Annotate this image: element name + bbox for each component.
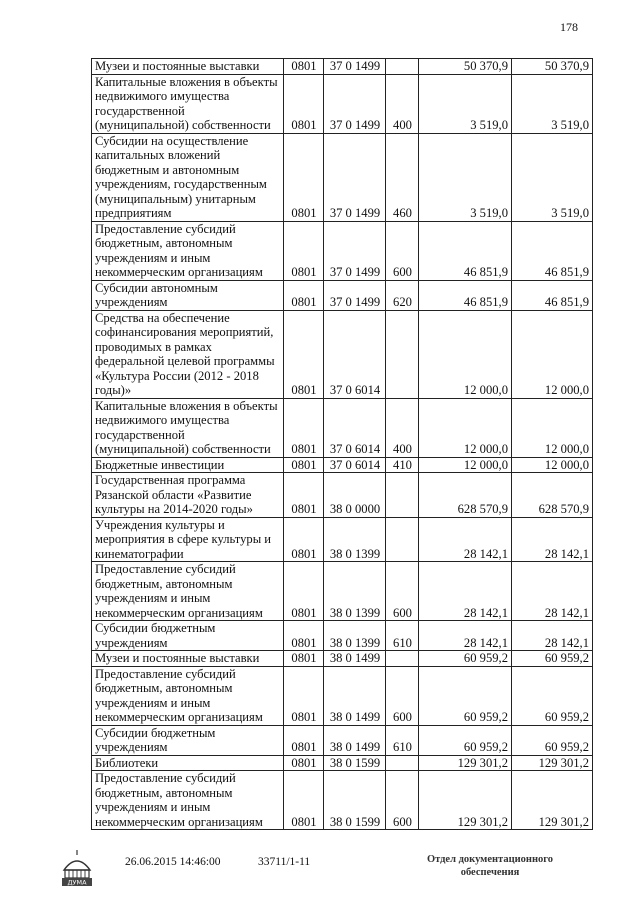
row-article-cell: 38 0 1399	[324, 517, 386, 562]
row-section-cell: 0801	[284, 133, 324, 221]
footer-department: Отдел документационного обеспечения	[426, 854, 554, 878]
duma-logo-text: ДУМА	[67, 878, 87, 887]
row-name-cell: Бюджетные инвестиции	[92, 457, 284, 473]
row-article-cell: 38 0 0000	[324, 473, 386, 518]
row-section-cell: 0801	[284, 725, 324, 755]
row-type-cell: 620	[386, 280, 419, 310]
table-row	[92, 562, 593, 621]
row-article-cell: 37 0 6014	[324, 310, 386, 398]
row-type-cell: 600	[386, 666, 419, 725]
row-section-cell: 0801	[284, 310, 324, 398]
row-sum-2-cell: 28 142,1	[512, 621, 593, 651]
row-section-cell: 0801	[284, 771, 324, 830]
row-sum-2-cell: 46 851,9	[512, 221, 593, 280]
row-section-cell: 0801	[284, 651, 324, 667]
table-row	[92, 280, 593, 310]
row-sum-2-cell: 12 000,0	[512, 398, 593, 457]
row-section-cell: 0801	[284, 755, 324, 771]
row-sum-2-cell: 129 301,2	[512, 755, 593, 771]
row-sum-2-cell: 60 959,2	[512, 651, 593, 667]
row-name-cell: Средства на обеспечение софинансирования мероприятий, проводимых в рамках федеральной целевой программы «Культура России (2012 - 2018 годы)»	[92, 310, 284, 398]
row-type-cell	[386, 755, 419, 771]
row-sum-2-cell: 12 000,0	[512, 310, 593, 398]
footer-doc-number: 33711/1-11	[258, 856, 311, 868]
row-sum-2-cell: 12 000,0	[512, 457, 593, 473]
row-section-cell: 0801	[284, 221, 324, 280]
row-article-cell: 37 0 6014	[324, 398, 386, 457]
row-sum-2-cell: 129 301,2	[512, 771, 593, 830]
row-section-cell: 0801	[284, 74, 324, 133]
row-section-cell: 0801	[284, 621, 324, 651]
table-row	[92, 473, 593, 518]
row-type-cell: 460	[386, 133, 419, 221]
row-sum-1-cell: 628 570,9	[419, 473, 512, 518]
row-article-cell: 37 0 1499	[324, 221, 386, 280]
row-sum-2-cell: 60 959,2	[512, 666, 593, 725]
row-section-cell: 0801	[284, 517, 324, 562]
table-row	[92, 59, 593, 75]
row-article-cell: 37 0 1499	[324, 280, 386, 310]
row-type-cell: 400	[386, 398, 419, 457]
row-name-cell: Субсидии бюджетным учреждениям	[92, 621, 284, 651]
duma-logo	[56, 846, 98, 888]
row-type-cell: 600	[386, 221, 419, 280]
row-sum-1-cell: 12 000,0	[419, 457, 512, 473]
table-row	[92, 133, 593, 221]
table-row	[92, 221, 593, 280]
row-article-cell: 38 0 1399	[324, 621, 386, 651]
row-name-cell: Предоставление субсидий бюджетным, автономным учреждениям и иным некоммерческим организациям	[92, 562, 284, 621]
row-name-cell: Государственная программа Рязанской области «Развитие культуры на 2014-2020 годы»	[92, 473, 284, 518]
table-row	[92, 621, 593, 651]
row-article-cell: 37 0 1499	[324, 133, 386, 221]
table-row	[92, 755, 593, 771]
row-sum-2-cell: 628 570,9	[512, 473, 593, 518]
row-section-cell: 0801	[284, 398, 324, 457]
table-row	[92, 725, 593, 755]
row-name-cell: Предоставление субсидий бюджетным, автономным учреждениям и иным некоммерческим организациям	[92, 221, 284, 280]
row-type-cell: 610	[386, 621, 419, 651]
row-sum-2-cell: 28 142,1	[512, 517, 593, 562]
table-row	[92, 666, 593, 725]
row-name-cell: Музеи и постоянные выставки	[92, 651, 284, 667]
row-article-cell: 38 0 1499	[324, 666, 386, 725]
row-sum-2-cell: 60 959,2	[512, 725, 593, 755]
row-name-cell: Предоставление субсидий бюджетным, автономным учреждениям и иным некоммерческим организациям	[92, 666, 284, 725]
row-article-cell: 38 0 1499	[324, 725, 386, 755]
row-sum-1-cell: 129 301,2	[419, 755, 512, 771]
row-type-cell: 600	[386, 771, 419, 830]
row-name-cell: Предоставление субсидий бюджетным, автономным учреждениям и иным некоммерческим организациям	[92, 771, 284, 830]
table-row	[92, 771, 593, 830]
row-article-cell: 38 0 1599	[324, 771, 386, 830]
row-type-cell: 400	[386, 74, 419, 133]
row-sum-1-cell: 3 519,0	[419, 133, 512, 221]
row-sum-1-cell: 28 142,1	[419, 621, 512, 651]
row-article-cell: 37 0 1499	[324, 59, 386, 75]
row-type-cell: 410	[386, 457, 419, 473]
row-type-cell	[386, 517, 419, 562]
row-name-cell: Субсидии автономным учреждениям	[92, 280, 284, 310]
row-name-cell: Капитальные вложения в объекты недвижимого имущества государственной (муниципальной) собственности	[92, 398, 284, 457]
row-name-cell: Учреждения культуры и мероприятия в сфере культуры и кинематографии	[92, 517, 284, 562]
budget-table	[91, 58, 593, 830]
row-name-cell: Библиотеки	[92, 755, 284, 771]
row-section-cell: 0801	[284, 280, 324, 310]
row-sum-1-cell: 12 000,0	[419, 398, 512, 457]
row-name-cell: Музеи и постоянные выставки	[92, 59, 284, 75]
row-section-cell: 0801	[284, 562, 324, 621]
row-name-cell: Капитальные вложения в объекты недвижимого имущества государственной (муниципальной) собственности	[92, 74, 284, 133]
row-section-cell: 0801	[284, 457, 324, 473]
row-sum-1-cell: 28 142,1	[419, 517, 512, 562]
table-row	[92, 74, 593, 133]
row-section-cell: 0801	[284, 666, 324, 725]
row-section-cell: 0801	[284, 59, 324, 75]
table-row	[92, 517, 593, 562]
row-article-cell: 38 0 1599	[324, 755, 386, 771]
row-sum-1-cell: 3 519,0	[419, 74, 512, 133]
row-type-cell	[386, 310, 419, 398]
row-type-cell: 600	[386, 562, 419, 621]
footer-timestamp: 26.06.2015 14:46:00	[125, 856, 221, 868]
table-row	[92, 310, 593, 398]
row-sum-2-cell: 3 519,0	[512, 74, 593, 133]
row-sum-1-cell: 60 959,2	[419, 725, 512, 755]
row-sum-2-cell: 46 851,9	[512, 280, 593, 310]
row-type-cell	[386, 59, 419, 75]
table-row	[92, 457, 593, 473]
row-sum-2-cell: 3 519,0	[512, 133, 593, 221]
row-type-cell	[386, 473, 419, 518]
row-sum-1-cell: 50 370,9	[419, 59, 512, 75]
row-article-cell: 37 0 1499	[324, 74, 386, 133]
row-article-cell: 37 0 6014	[324, 457, 386, 473]
row-section-cell: 0801	[284, 473, 324, 518]
row-sum-1-cell: 129 301,2	[419, 771, 512, 830]
row-name-cell: Субсидии на осуществление капитальных вложений бюджетным и автономным учреждениям, государственным (муниципальным) унитарным предприятиям	[92, 133, 284, 221]
row-sum-1-cell: 46 851,9	[419, 221, 512, 280]
row-sum-2-cell: 28 142,1	[512, 562, 593, 621]
row-sum-2-cell: 50 370,9	[512, 59, 593, 75]
page-number: 178	[560, 20, 578, 34]
row-sum-1-cell: 28 142,1	[419, 562, 512, 621]
row-sum-1-cell: 60 959,2	[419, 666, 512, 725]
row-type-cell	[386, 651, 419, 667]
table-row	[92, 398, 593, 457]
row-article-cell: 38 0 1499	[324, 651, 386, 667]
row-article-cell: 38 0 1399	[324, 562, 386, 621]
row-type-cell: 610	[386, 725, 419, 755]
table-body	[92, 59, 593, 830]
row-name-cell: Субсидии бюджетным учреждениям	[92, 725, 284, 755]
table-row	[92, 651, 593, 667]
row-sum-1-cell: 12 000,0	[419, 310, 512, 398]
row-sum-1-cell: 46 851,9	[419, 280, 512, 310]
row-sum-1-cell: 60 959,2	[419, 651, 512, 667]
